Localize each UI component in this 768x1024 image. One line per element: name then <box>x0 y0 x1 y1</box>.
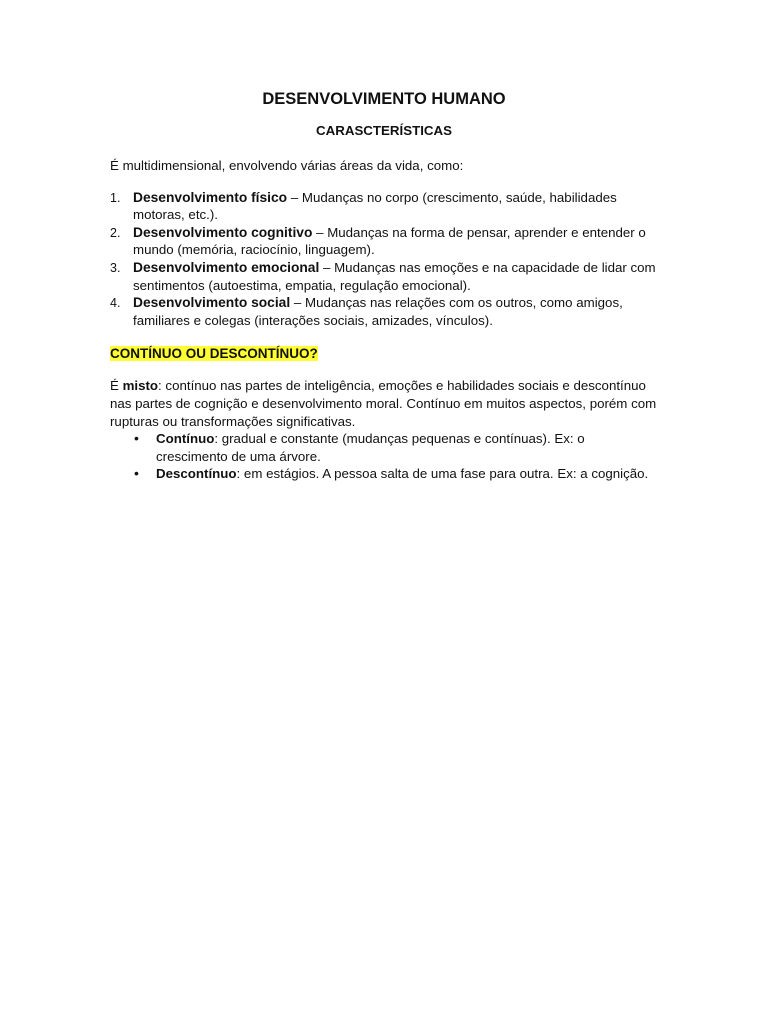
list-number: 2. <box>110 225 121 240</box>
highlighted-heading-text: CONTÍNUO OU DESCONTÍNUO? <box>110 346 318 362</box>
document-page <box>110 88 658 483</box>
development-areas-list <box>110 189 658 330</box>
list-item-lead: Descontínuo <box>156 466 237 482</box>
list-number: 4. <box>110 296 121 311</box>
document-subtitle: CARASCTERÍSTICAS <box>316 123 452 138</box>
list-item <box>110 189 658 224</box>
list-item <box>110 294 658 329</box>
bullet-icon: • <box>134 430 139 447</box>
list-item <box>110 465 658 483</box>
list-item-lead: Desenvolvimento físico <box>133 189 288 205</box>
list-item-text: – Mudanças nas relações com os outros, como amigos, familiares e colegas (interações sociais, amizades, vínculos). <box>133 295 623 328</box>
paragraph-prefix: É <box>110 378 123 394</box>
list-item-lead: Desenvolvimento social <box>133 295 291 311</box>
list-item <box>110 259 658 294</box>
list-number: 1. <box>110 190 121 205</box>
section-heading <box>110 345 658 363</box>
bullet-icon: • <box>134 465 139 482</box>
list-number: 3. <box>110 260 121 275</box>
list-item-text: : gradual e constante (mudanças pequenas e contínuas). Ex: o crescimento de uma árvore. <box>156 431 585 464</box>
document-title: DESENVOLVIMENTO HUMANO <box>262 90 506 108</box>
intro-paragraph: É multidimensional, envolvendo várias áreas da vida, como: <box>110 158 464 173</box>
list-item-text: : em estágios. A pessoa salta de uma fase para outra. Ex: a cognição. <box>236 466 649 482</box>
list-item-lead: Desenvolvimento cognitivo <box>133 224 313 240</box>
list-item-lead: Desenvolvimento emocional <box>133 259 320 275</box>
list-item <box>110 224 658 259</box>
list-item-lead: Contínuo <box>156 431 215 447</box>
list-item-text: – Mudanças no corpo (crescimento, saúde, habilidades motoras, etc.). <box>133 189 617 223</box>
continuity-kinds-list <box>110 430 658 483</box>
list-item-text: – Mudanças nas emoções e na capacidade de lidar com sentimentos (autoestima, empatia, regulação emocional). <box>133 259 656 293</box>
mixed-paragraph <box>110 377 658 430</box>
paragraph-bold-term: misto <box>122 378 159 394</box>
list-item <box>110 430 658 465</box>
list-item-text: – Mudanças na forma de pensar, aprender e entender o mundo (memória, raciocínio, linguagem). <box>133 224 646 258</box>
paragraph-text: : contínuo nas partes de inteligência, emoções e habilidades sociais e descontínuo nas partes de cognição e desenvolvimento moral. Contínuo em muitos aspectos, porém com rupturas ou transformações significativas. <box>110 378 657 429</box>
